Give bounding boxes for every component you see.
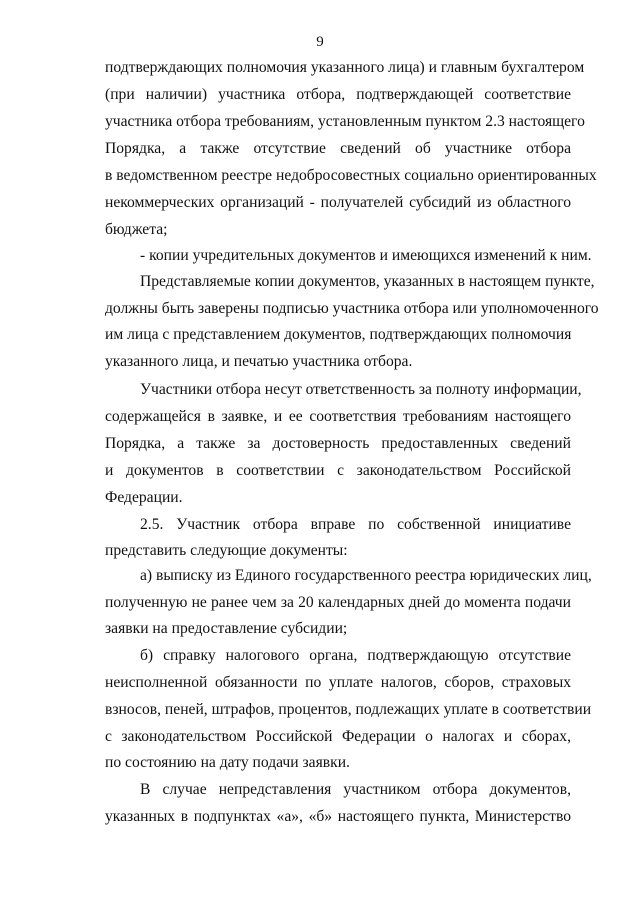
text-line: бюджета; [105, 221, 168, 238]
text-line: Порядка, а также за достоверность предоставленных сведений [105, 435, 571, 452]
text-line: представить следующие документы: [105, 542, 348, 559]
text-line: а) выписку из Единого государственного реестра юридических лиц, [140, 567, 592, 584]
text-line: (при наличии) участника отбора, подтверждающей соответствие [105, 86, 571, 103]
text-line: 2.5. Участник отбора вправе по собственной инициативе [140, 516, 571, 533]
text-line: в ведомственном реестре недобросовестных социально ориентированных [105, 167, 597, 184]
text-line: неисполненной обязанности по уплате налогов, сборов, страховых [105, 674, 571, 691]
text-line: с законодательством Российской Федерации о налогах и сборах, [105, 728, 571, 745]
text-line: Порядка, а также отсутствие сведений об участнике отбора [105, 140, 571, 157]
text-line: участника отбора требованиям, установленным пунктом 2.3 настоящего [105, 113, 585, 130]
text-line: указанных в подпунктах «а», «б» настоящего пункта, Министерство [105, 808, 571, 825]
text-line: б) справку налогового органа, подтверждающую отсутствие [140, 647, 571, 664]
text-line: В случае непредставления участником отбора документов, [140, 781, 571, 798]
text-line: некоммерческих организаций - получателей субсидий из областного [105, 194, 571, 211]
text-line: заявки на предоставление субсидии; [105, 620, 348, 637]
text-line: должны быть заверены подписью участника отбора или уполномоченного [105, 300, 599, 317]
text-line: - копии учредительных документов и имеющихся изменений к ним. [140, 247, 592, 264]
text-line: им лица с представлением документов, подтверждающих полномочия [105, 326, 572, 343]
text-line: Участники отбора несут ответственность за полноту информации, [140, 381, 582, 398]
text-line: содержащейся в заявке, и ее соответствия требованиям настоящего [105, 408, 571, 425]
text-line: по состоянию на дату подачи заявки. [105, 754, 350, 771]
text-line: указанного лица, и печатью участника отбора. [105, 353, 413, 370]
text-line: взносов, пеней, штрафов, процентов, подлежащих уплате в соответствии [105, 701, 592, 718]
text-line: полученную не ранее чем за 20 календарных дней до момента подачи [105, 594, 571, 611]
text-line: Федерации. [105, 489, 183, 506]
text-line: и документов в соответствии с законодательством Российской [105, 462, 571, 479]
text-line: подтверждающих полномочия указанного лица) и главным бухгалтером [105, 59, 585, 76]
text-line: Представляемые копии документов, указанных в настоящем пункте, [140, 273, 595, 290]
page-number: 9 [316, 34, 324, 50]
